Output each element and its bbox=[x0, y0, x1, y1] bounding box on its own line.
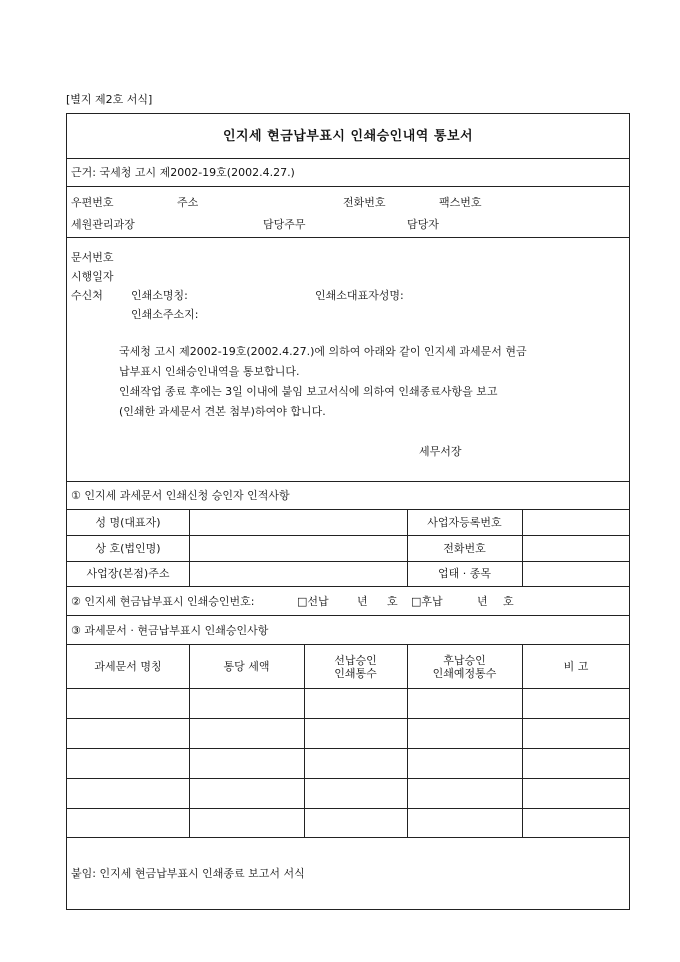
notification-form bbox=[66, 113, 630, 910]
office-info bbox=[67, 187, 629, 238]
approval-table bbox=[67, 645, 629, 838]
printer-addr-label: 인쇄소주소지: bbox=[131, 308, 199, 321]
prepay-checkbox[interactable]: □선납 bbox=[297, 595, 329, 608]
section2-title: ② 인지세 현금납부표시 인쇄승인번호: bbox=[71, 595, 255, 608]
manager-label: 담당주무 bbox=[263, 218, 306, 231]
dept-label: 세원관리과장 bbox=[71, 218, 135, 231]
col-doc-name-header: 과세문서 명칭 bbox=[94, 660, 162, 673]
name-value[interactable] bbox=[189, 510, 407, 535]
biz-reg-value[interactable] bbox=[522, 510, 630, 535]
phone-label: 전화번호 bbox=[343, 196, 386, 209]
prepay-no-label: 호 bbox=[387, 595, 398, 608]
biz-addr-label: 사업장(본점)주소 bbox=[86, 567, 170, 580]
section1-title: ① 인지세 과세문서 인쇄신청 승인자 인적사항 bbox=[71, 489, 290, 502]
col-remarks-header: 비 고 bbox=[563, 660, 589, 673]
section3-title-row bbox=[67, 616, 629, 645]
form-title: 인지세 현금납부표시 인쇄승인내역 통보서 bbox=[222, 129, 474, 144]
staff-label: 담당자 bbox=[407, 218, 439, 231]
section2-row bbox=[67, 587, 629, 616]
body-line-3: 인쇄작업 종료 후에는 3일 이내에 붙임 보고서식에 의하여 인쇄종료사항을 보고 bbox=[119, 385, 498, 398]
printer-rep-label: 인쇄소대표자성명: bbox=[315, 289, 404, 302]
prepay-year-label: 년 bbox=[357, 595, 368, 608]
biz-reg-label: 사업자등록번호 bbox=[427, 516, 502, 529]
basis-row bbox=[67, 159, 629, 187]
biz-addr-value[interactable] bbox=[189, 561, 407, 586]
fax-label: 팩스번호 bbox=[439, 196, 482, 209]
title-row bbox=[67, 114, 629, 159]
postpay-no-label: 호 bbox=[503, 595, 514, 608]
name-label: 성 명(대표자) bbox=[95, 516, 161, 529]
body-line-4: (인쇄한 과세문서 견본 첨부)하여야 합니다. bbox=[119, 405, 326, 418]
issue-date-label: 시행일자 bbox=[71, 270, 114, 283]
col-prepay-count-header: 선납승인 인쇄통수 bbox=[334, 653, 377, 680]
doc-number-label: 문서번호 bbox=[71, 251, 114, 264]
col-tax-header: 통당 세액 bbox=[223, 660, 270, 673]
section1-title-row bbox=[67, 482, 629, 510]
section3-title: ③ 과세문서 · 현금납부표시 인쇄승인사항 bbox=[71, 624, 269, 637]
recipient-label: 수신처 bbox=[71, 289, 103, 302]
trade-name-value[interactable] bbox=[189, 535, 407, 561]
body-line-1: 국세청 고시 제2002-19호(2002.4.27.)에 의하여 아래와 같이 인지세 과세문서 현금 bbox=[119, 345, 527, 358]
attachment-row bbox=[67, 838, 629, 911]
form-label: [별지 제2호 서식] bbox=[66, 93, 153, 106]
signer: 세무서장 bbox=[419, 445, 462, 458]
basis-text: 근거: 국세청 고시 제2002-19호(2002.4.27.) bbox=[71, 166, 295, 179]
document-body bbox=[67, 238, 629, 482]
biz-type-label: 업태 · 종목 bbox=[438, 567, 491, 580]
postpay-year-label: 년 bbox=[477, 595, 488, 608]
trade-name-label: 상 호(법인명) bbox=[95, 541, 161, 555]
body-line-2: 납부표시 인쇄승인내역을 통보합니다. bbox=[119, 365, 300, 378]
address-label: 주소 bbox=[177, 196, 199, 209]
phone-value[interactable] bbox=[522, 535, 630, 561]
applicant-info-grid bbox=[67, 510, 629, 587]
col-postpay-count-header: 후납승인 인쇄예정통수 bbox=[432, 653, 497, 680]
printer-name-label: 인쇄소명칭: bbox=[131, 289, 188, 302]
attachment-text: 붙임: 인지세 현금납부표시 인쇄종료 보고서 서식 bbox=[71, 867, 305, 880]
postal-code-label: 우편번호 bbox=[71, 196, 114, 209]
postpay-checkbox[interactable]: □후납 bbox=[411, 595, 443, 608]
phone-label-2: 전화번호 bbox=[443, 541, 486, 555]
biz-type-value[interactable] bbox=[522, 561, 630, 586]
